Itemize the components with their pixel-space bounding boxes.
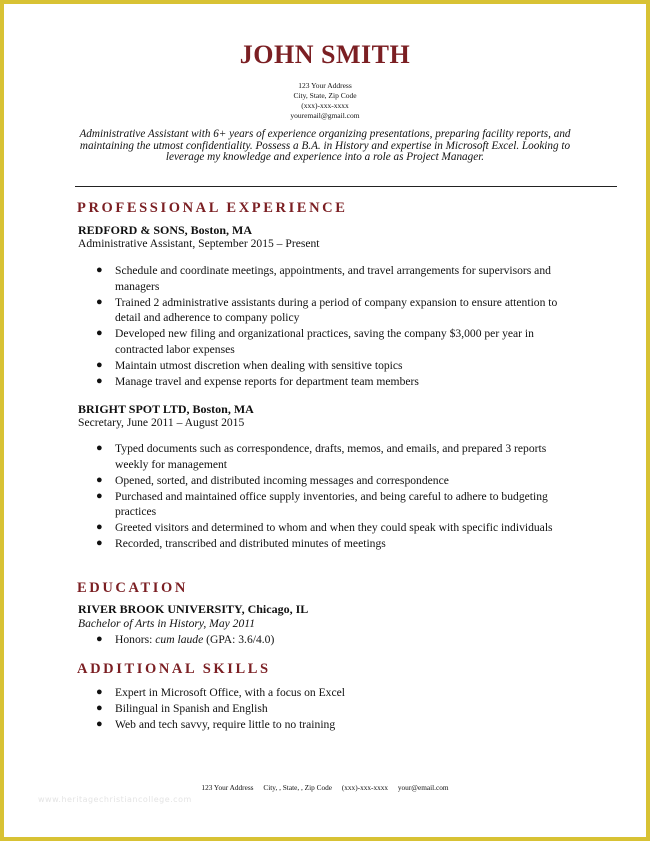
job-bullets: [96, 263, 566, 390]
honors-value: cum laude: [155, 633, 204, 646]
section-title-experience: PROFESSIONAL EXPERIENCE: [77, 200, 348, 216]
education-bullets: [96, 632, 566, 648]
bullet-icon: ●: [96, 537, 103, 549]
job-company: BRIGHT SPOT LTD, Boston, MA: [78, 402, 254, 416]
contact-email: youremail@gmail.com: [290, 111, 360, 120]
list-item: ● Typed documents such as correspondence, drafts, memos, and emails, and prepared 3 reports weekly for management: [96, 442, 547, 471]
bullet-icon: ●: [96, 718, 103, 730]
footer-contact: [4, 783, 646, 792]
list-item: ● Purchased and maintained office supply inventories, and being careful to adhere to budgeting practices: [96, 489, 548, 518]
bullet-icon: ●: [96, 473, 103, 486]
footer-email: your@email.com: [397, 783, 449, 792]
skills-bullets: [96, 685, 566, 733]
list-item: ● Opened, sorted, and distributed incoming messages and correspondence: [96, 473, 449, 487]
list-item: ● Schedule and coordinate meetings, appointments, and travel arrangements for supervisors and managers: [96, 264, 551, 293]
list-item: ● Manage travel and expense reports for department team members: [96, 374, 419, 388]
bullet-icon: ●: [96, 295, 103, 308]
job-role: Secretary, June 2011 – August 2015: [78, 416, 245, 429]
contact-address: 123 Your Address: [298, 81, 352, 90]
contact-city: City, State, Zip Code: [293, 91, 357, 100]
bullet-icon: ●: [96, 702, 103, 714]
job-role: Administrative Assistant, September 2015 – Present: [78, 237, 320, 250]
bullet-icon: ●: [96, 264, 103, 276]
list-item: ● Developed new filing and organizational practices, saving the company $3,000 per year in contracted labor expenses: [96, 327, 534, 356]
section-title-education: EDUCATION: [77, 580, 188, 596]
header-divider: [75, 186, 617, 187]
job-company: REDFORD & SONS, Boston, MA: [78, 223, 253, 237]
section-title-skills: ADDITIONAL SKILLS: [77, 661, 271, 677]
honors-gpa: (GPA: 3.6/4.0): [203, 633, 275, 646]
bullet-icon: ●: [96, 358, 103, 371]
list-item: ● Bilingual in Spanish and English: [96, 702, 268, 715]
bullet-icon: ●: [96, 521, 103, 533]
honors-label: Honors:: [115, 633, 156, 646]
professional-summary: Administrative Assistant with 6+ years of experience organizing presentations, preparing facility reports, and maintaining the utmost confidentiality. Possess a B.A. in History and expertise in Microsoft Excel. Looking to leverage my knowledge and experience into a role as Project Manager.: [79, 128, 571, 163]
bullet-icon: ●: [96, 686, 103, 698]
list-item: ● Web and tech savvy, require little to no training: [96, 718, 336, 731]
footer-city: City, , State, , Zip Code: [263, 783, 332, 792]
bullet-icon: ●: [96, 442, 103, 454]
list-item: [96, 632, 566, 648]
list-item: ● Maintain utmost discretion when dealing with sensitive topics: [96, 358, 403, 372]
watermark: www.heritagechristiancollege.com: [38, 795, 192, 804]
resume-page: [4, 4, 646, 837]
contact-block: [4, 81, 646, 121]
list-item: ● Expert in Microsoft Office, with a focus on Excel: [96, 686, 345, 699]
bullet-icon: ●: [96, 327, 103, 339]
bullet-icon: ●: [96, 374, 103, 387]
bullet-icon: ●: [96, 489, 103, 502]
school-name: RIVER BROOK UNIVERSITY, Chicago, IL: [78, 602, 309, 616]
list-item: ● Trained 2 administrative assistants during a period of company expansion to ensure attention to detail and adherence to company policy: [96, 295, 558, 324]
list-item: ● Recorded, transcribed and distributed minutes of meetings: [96, 537, 386, 550]
footer-phone: (xxx)-xxx-xxxx: [341, 783, 389, 792]
footer-address: 123 Your Address: [201, 783, 254, 792]
contact-phone: (xxx)-xxx-xxxx: [301, 101, 349, 110]
bullet-icon: ●: [96, 633, 103, 645]
candidate-name: JOHN SMITH: [239, 40, 411, 69]
degree: Bachelor of Arts in History, May 2011: [78, 617, 256, 630]
job-bullets: [96, 441, 566, 552]
list-item: ● Greeted visitors and determined to whom and when they could speak with specific individuals: [96, 521, 553, 534]
